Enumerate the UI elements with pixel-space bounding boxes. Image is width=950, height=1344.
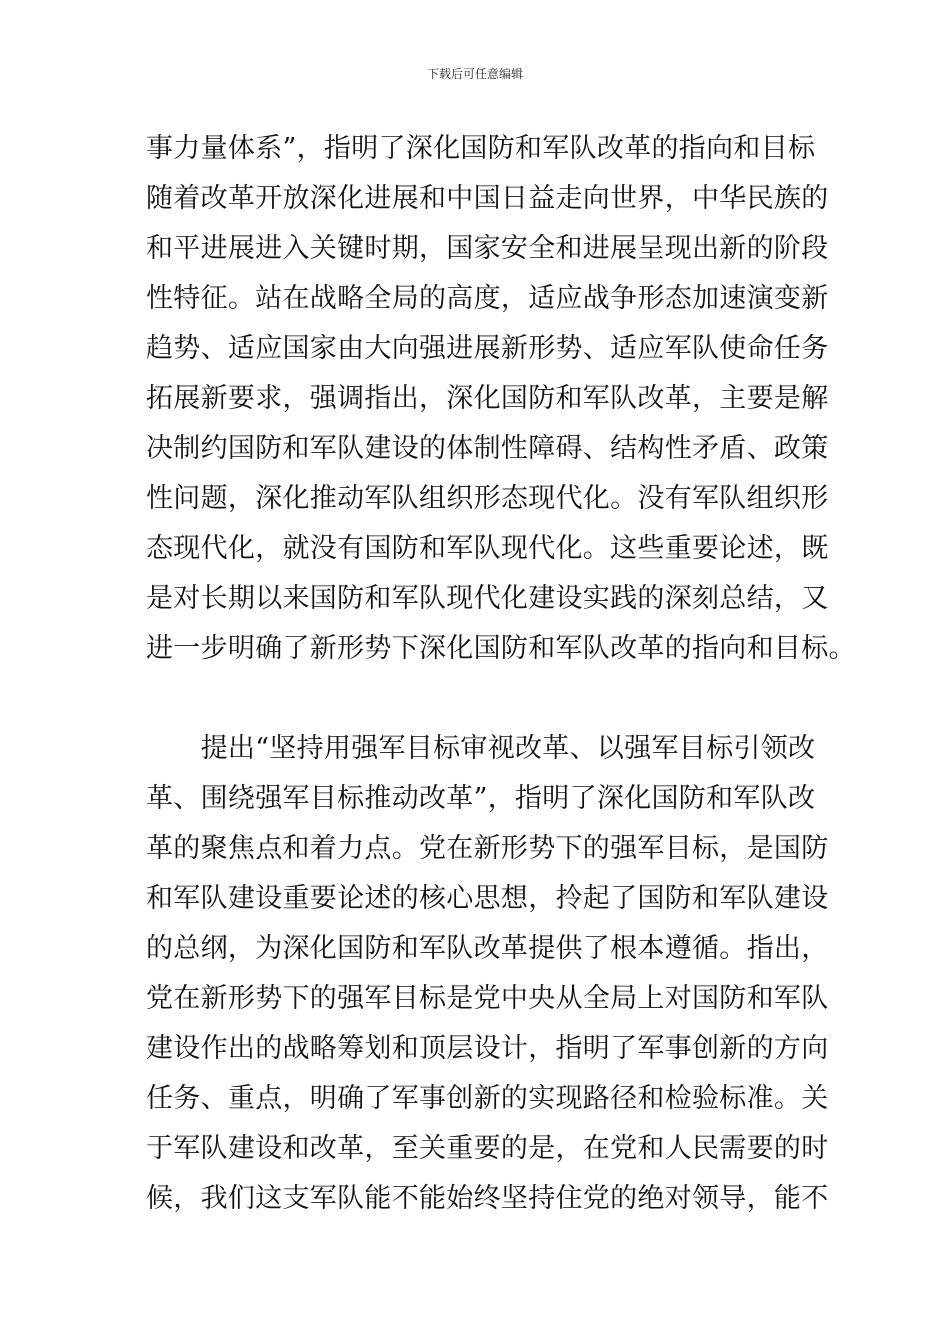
- text-line: 是对长期以来国防和军队现代化建设实践的深刻总结，又: [146, 583, 829, 614]
- text-line: 性特征。站在战略全局的高度，适应战争形态加速演变新: [146, 283, 829, 314]
- text-line: 决制约国防和军队建设的体制性障碍、结构性矛盾、政策: [146, 433, 829, 464]
- document-body: [146, 124, 856, 1224]
- text-line: 党在新形势下的强军目标是党中央从全局上对国防和军队: [146, 983, 829, 1014]
- text-line: 随着改革开放深化进展和中国日益走向世界，中华民族的: [146, 183, 829, 214]
- text-line: 和军队建设重要论述的核心思想，拎起了国防和军队建设: [146, 883, 829, 914]
- paragraph-1: [146, 124, 856, 674]
- text-line: 事力量体系”，指明了深化国防和军队改革的指向和目标: [146, 133, 816, 164]
- text-line: 进一步明确了新形势下深化国防和军队改革的指向和目标。: [146, 633, 856, 664]
- text-line: 建设作出的战略筹划和顶层设计，指明了军事创新的方向: [146, 1033, 829, 1064]
- text-line: 和平进展进入关键时期，国家安全和进展呈现出新的阶段: [146, 233, 829, 264]
- text-line: 性问题，深化推动军队组织形态现代化。没有军队组织形: [146, 483, 829, 514]
- text-line: 革的聚焦点和着力点。党在新形势下的强军目标，是国防: [146, 833, 829, 864]
- paragraph-2: [146, 724, 829, 1224]
- text-line: 的总纲，为深化国防和军队改革提供了根本遵循。指出，: [146, 933, 829, 964]
- page-header: 下载后可任意编辑: [426, 67, 523, 81]
- text-line: 于军队建设和改革，至关重要的是，在党和人民需要的时: [146, 1133, 829, 1164]
- text-line: 任务、重点，明确了军事创新的实现路径和检验标准。关: [146, 1083, 829, 1114]
- text-line: 态现代化，就没有国防和军队现代化。这些重要论述，既: [146, 533, 829, 564]
- text-line: 革、围绕强军目标推动改革”，指明了深化国防和军队改: [146, 783, 816, 814]
- text-line: 提出“坚持用强军目标审视改革、以强军目标引领改: [146, 733, 816, 764]
- text-line: 趋势、适应国家由大向强进展新形势、适应军队使命任务: [146, 333, 829, 364]
- text-line: 拓展新要求，强调指出，深化国防和军队改革，主要是解: [146, 383, 829, 414]
- text-line: 候，我们这支军队能不能始终坚持住党的绝对领导，能不: [146, 1183, 829, 1214]
